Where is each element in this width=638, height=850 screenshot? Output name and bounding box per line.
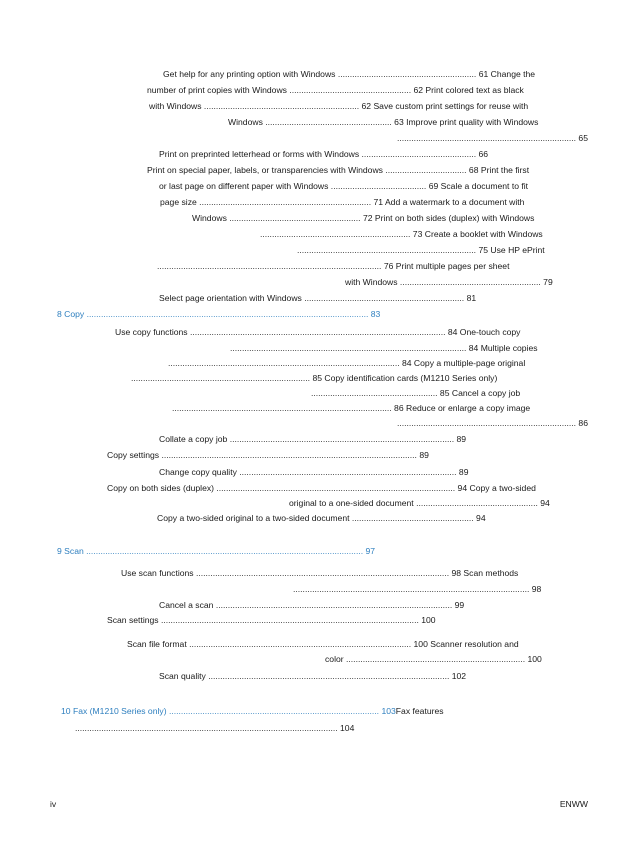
toc-line: ............................................................................................ 86 Reduce or enlarge a copy image: [172, 403, 531, 413]
toc-line: Print on preprinted letterhead or forms with Windows ................................................ 66: [159, 149, 489, 159]
toc-line: Copy a two-sided original to a two-sided document ................................................... 94: [157, 513, 486, 523]
toc-line: ..................................................... 85 Cancel a copy job: [311, 388, 521, 398]
toc-line: Print on special paper, labels, or transparencies with Windows .................................. 68 Print the first: [147, 165, 530, 175]
toc-line: ........................................................................... 85 Copy identification cards (M1210 Series only): [131, 373, 498, 383]
toc-line-text: Fax features: [395, 706, 444, 716]
toc-line: Get help for any printing option with Windows .......................................................... 61 Change the: [163, 69, 536, 79]
toc-line: ................................................................................................. 84 Copy a multiple-page original: [168, 358, 526, 368]
toc-line: Use copy functions ........................................................................................................... 84 One-touch copy: [115, 327, 521, 337]
toc-line: ........................................................................... 75 Use HP ePrint: [297, 245, 545, 255]
toc-line: color ........................................................................... 100: [325, 654, 542, 664]
toc-line: .............................................................................................. 76 Print multiple pages per sheet: [157, 261, 510, 271]
toc-line: Windows ..................................................... 63 Improve print quality with Windows: [228, 117, 539, 127]
toc-line: Copy settings ........................................................................................................... 89: [107, 450, 429, 460]
toc-line: ................................................................................................... 98: [293, 584, 542, 594]
footer-document-code: ENWW: [559, 799, 588, 809]
toc-line: page size ........................................................................ 71 Add a watermark to a document with: [160, 197, 525, 207]
toc-line: or last page on different paper with Windows ........................................ 69 Scale a document to fit: [159, 181, 529, 191]
toc-line: Change copy quality ........................................................................................... 89: [159, 467, 469, 477]
toc-line: .............................................................................................................. 104: [75, 723, 355, 733]
chapter-heading-fax[interactable]: 10 Fax (M1210 Series only) ........................................................................................ 103: [61, 706, 396, 716]
toc-line: Scan settings ............................................................................................................ 100: [107, 615, 436, 625]
chapter-heading-copy[interactable]: 8 Copy ...................................................................................................................... 83: [57, 309, 381, 319]
toc-line: Cancel a scan ................................................................................................... 99: [159, 600, 465, 610]
toc-line: Scan quality ..................................................................................................... 102: [159, 671, 467, 681]
toc-line: Select page orientation with Windows ................................................................... 81: [159, 293, 477, 303]
footer-page-number: iv: [50, 799, 57, 809]
chapter-line-fax: [61, 705, 444, 717]
toc-line: ................................................................................................... 84 Multiple copies: [230, 343, 538, 353]
toc-line: number of print copies with Windows ................................................... 62 Print colored text as black: [147, 85, 524, 95]
chapter-heading-scan[interactable]: 9 Scan .................................................................................................................... 97: [57, 546, 376, 556]
toc-line: Windows ....................................................... 72 Print on both sides (duplex) with Windows: [192, 213, 535, 223]
toc-line: ............................................................... 73 Create a booklet with Windows: [260, 229, 543, 239]
toc-line: ........................................................................... 86: [396, 418, 588, 428]
toc-line: Copy on both sides (duplex) .................................................................................................... 94 Copy a two-sided: [107, 483, 536, 493]
toc-line: original to a one-sided document ................................................... 94: [289, 498, 550, 508]
toc-line: Collate a copy job .............................................................................................. 89: [159, 434, 467, 444]
toc-line: Use scan functions .......................................................................................................... 98 Scan methods: [121, 568, 519, 578]
toc-line: with Windows ................................................................. 62 Save custom print settings for reuse with: [149, 101, 529, 111]
toc-line: ........................................................................... 65: [396, 133, 588, 143]
toc-line: with Windows ........................................................... 79: [345, 277, 553, 287]
toc-line: Scan file format ............................................................................................. 100 Scanner resolution and: [127, 639, 519, 649]
